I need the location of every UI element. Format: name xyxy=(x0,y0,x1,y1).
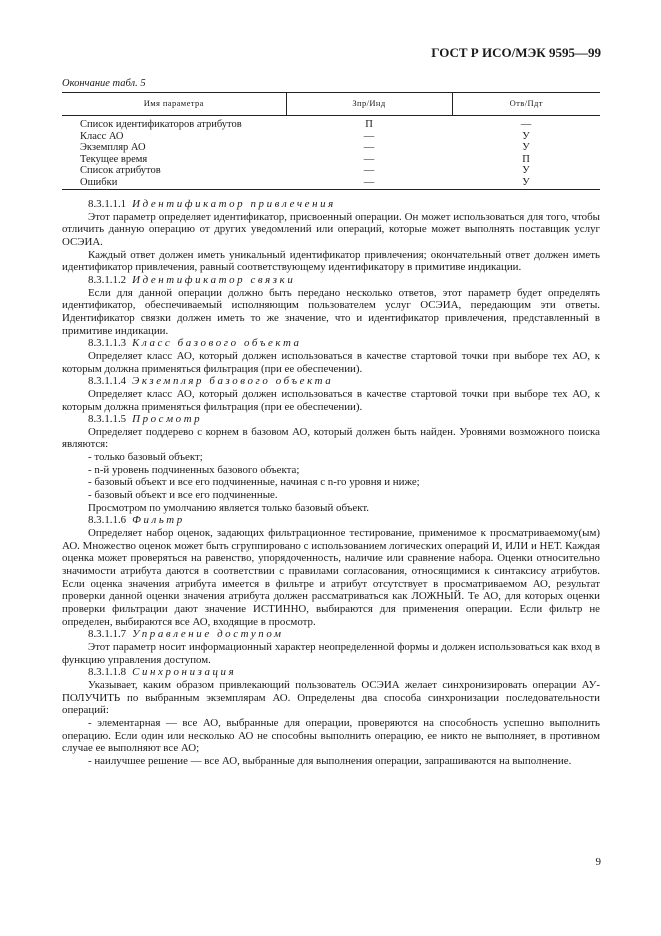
section-number: 8.3.1.1.7 xyxy=(88,628,127,641)
section-title: Класс базового объекта xyxy=(132,337,302,350)
section-number: 8.3.1.1.6 xyxy=(88,514,127,527)
parameters-table xyxy=(62,92,600,190)
section-title: Идентификатор связки xyxy=(132,273,296,286)
section-number: 8.3.1.1.1 xyxy=(88,198,127,210)
cell-parameter-name: Класс АО xyxy=(80,130,124,142)
section-heading xyxy=(62,514,600,527)
table-row xyxy=(62,165,600,177)
section-number: 8.3.1.1.2 xyxy=(88,273,127,286)
paragraph: Если для данной операции должно быть передано несколько ответов, этот параметр будет определять идентификатор, обеспечиваемый исполняющим пользователем услуг ОСЭИА, передающим эти ответы. Идентификатор связки должен иметь то же значение, что и идентификатор привлечения, представленный в примитиве индикации. xyxy=(62,286,600,337)
section-title: Просмотр xyxy=(132,413,203,426)
section-title: Синхронизация xyxy=(132,666,237,679)
cell-response-confirm: У xyxy=(452,177,600,189)
document-header: ГОСТ Р ИСО/МЭК 9595—99 xyxy=(431,45,601,60)
section-heading xyxy=(62,375,600,388)
paragraph: - наилучшее решение — все АО, выбранные для выполнения операции, запрашиваются на выполнение. xyxy=(88,754,572,767)
section-title: Фильтр xyxy=(132,514,185,527)
paragraph: Определяет класс АО, который должен использоваться в качестве стартовой точки при выборе тех АО, к которым должна применяться фильтрация (при ее обеспечении). xyxy=(62,387,600,413)
paragraph: Определяет класс АО, который должен использоваться в качестве стартовой точки при выборе тех АО, к которым должна применяться фильтрация (при ее обеспечении). xyxy=(62,349,600,375)
section-heading xyxy=(62,628,600,641)
section-heading xyxy=(62,413,600,426)
cell-request-indication: — xyxy=(363,130,375,142)
table-row xyxy=(62,154,600,166)
paragraph: Этот параметр носит информационный характер неопределенной формы и должен использоваться как вход в функцию управления доступом. xyxy=(62,640,600,666)
cell-parameter-name: Список идентификаторов атрибутов xyxy=(80,119,242,130)
document-body xyxy=(62,198,600,768)
section-number: 8.3.1.1.4 xyxy=(88,375,127,388)
paragraph: - базовый объект и все его подчиненные, начиная с n-го уровня и ниже; xyxy=(88,476,420,489)
cell-request-indication: — xyxy=(363,142,375,154)
table-body xyxy=(62,116,600,190)
paragraph: Каждый ответ должен иметь уникальный идентификатор привлечения; окончательный ответ должен иметь идентификатор привлечения, равный соответствующему идентификатору в примитиве индикации. xyxy=(62,248,600,274)
cell-response-confirm: У xyxy=(522,165,530,177)
table-header-row xyxy=(62,93,600,116)
section-heading xyxy=(62,198,600,211)
table-row xyxy=(62,116,600,131)
section-number: 8.3.1.1.8 xyxy=(88,666,127,679)
table-row xyxy=(62,142,600,154)
section-title: Управление доступом xyxy=(132,628,284,641)
section-heading xyxy=(62,337,600,350)
paragraph: Указывает, каким образом привлекающий пользователь ОСЭИА желает синхронизировать операции АУ-ПОЛУЧИТЬ по выбранным экземплярам АО. Определены два способа синхронизации последовательности операций: xyxy=(62,678,600,717)
paragraph: - n-й уровень подчиненных базового объекта; xyxy=(88,463,300,476)
paragraph: - базовый объект и все его подчиненные. xyxy=(88,489,278,502)
paragraph: Этот параметр определяет идентификатор, присвоенный операции. Он может использоваться для того, чтобы отличить данную операцию от других уведомлений или операций, которые может выполнять поставщик услуг ОСЭИА. xyxy=(62,210,600,248)
cell-response-confirm: У xyxy=(522,130,530,142)
section-title: Экземпляр базового объекта xyxy=(132,375,334,388)
cell-response-confirm: П xyxy=(522,153,530,165)
cell-parameter-name: Экземпляр АО xyxy=(80,142,146,154)
cell-parameter-name: Текущее время xyxy=(80,153,148,165)
cell-request-indication: — xyxy=(286,177,452,189)
section-number: 8.3.1.1.3 xyxy=(88,337,127,350)
cell-response-confirm: — xyxy=(520,119,532,130)
table-row xyxy=(62,131,600,143)
section-title: Идентификатор привлечения xyxy=(132,198,336,210)
section-heading xyxy=(62,666,600,679)
page-number: 9 xyxy=(595,856,601,868)
paragraph: Определяет поддерево с корнем в базовом АО, который должен быть найден. Уровнями возможного поиска являются: xyxy=(62,425,600,451)
column-header-parameter-name: Имя параметра xyxy=(62,93,286,116)
paragraph: Определяет набор оценок, задающих фильтрационное тестирование, применимое к просматриваемому(ым) АО. Множество оценок может быть сгруппировано с использованием логических операций И, ИЛИ и НЕТ. Каждая оценка может проверяться на равенство, упорядоченность, наличие или сравнение набора. Оценки относительно значимости атрибута даются в соответствии с правилами согласования, относящимися к синтаксису атрибутов. Если оценка значения атрибута имеется в фильтре и атрибут отсутствует в просматриваемом АО, результат проверки данной оценки значения атрибута должен рассматриваться как ЛОЖНЫЙ. Те АО, для которых оценки проверки фильтрации дают значение ИСТИННО, выбираются для применения операции. Если фильтр не определен, выбираются все АО, входящие в просмотр. xyxy=(62,527,600,628)
paragraph: - только базовый объект; xyxy=(88,451,203,464)
column-header-response-confirm: Отв/Пдт xyxy=(452,93,600,116)
section-number: 8.3.1.1.5 xyxy=(88,413,127,426)
paragraph: - элементарная — все АО, выбранные для операции, проверяются на способность успешно выполнить операцию. Если один или несколько АО не способны выполнить операцию, ее никто не выполняет, в противном случае ее выполняют все АО; xyxy=(62,716,600,755)
cell-request-indication: — xyxy=(363,165,375,177)
cell-parameter-name: Ошибки xyxy=(62,177,286,189)
cell-response-confirm: У xyxy=(522,142,530,154)
paragraph: Просмотром по умолчанию является только базовый объект. xyxy=(88,501,370,514)
table-caption: Окончание табл. 5 xyxy=(62,78,146,89)
cell-request-indication: — xyxy=(363,153,375,165)
cell-request-indication: П xyxy=(365,119,373,130)
column-header-request-indication: Зпр/Инд xyxy=(286,93,452,116)
table-row xyxy=(62,177,600,189)
section-heading xyxy=(62,274,600,287)
cell-parameter-name: Список атрибутов xyxy=(80,165,161,177)
